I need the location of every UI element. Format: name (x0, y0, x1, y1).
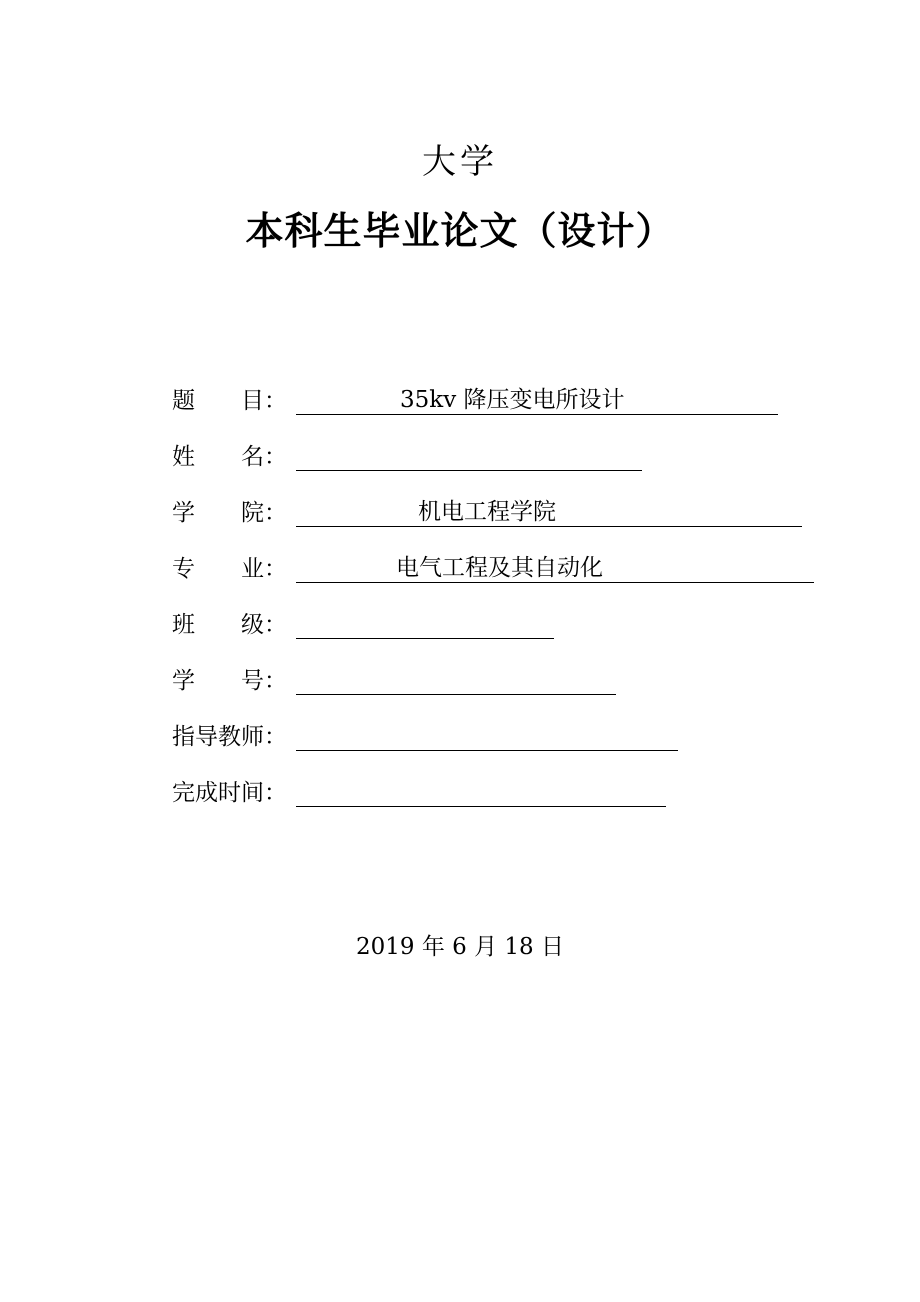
submission-date: 2019 年 6 月 18 日 (356, 934, 564, 960)
field-label-class: 班 级： (172, 612, 287, 638)
field-label-advisor: 指导教师： (172, 724, 287, 750)
field-label-student-id: 学 号： (172, 668, 287, 694)
field-label-topic: 题 目： (172, 388, 287, 414)
university-name: 大学 (422, 142, 498, 182)
thesis-title: 本科生毕业论文（设计） (245, 209, 675, 253)
field-label-college: 学 院： (172, 500, 287, 526)
field-line-name (296, 442, 642, 471)
field-line-completion-date (296, 778, 666, 807)
field-line-student-id (296, 666, 616, 695)
field-value-topic: 35kv 降压变电所设计 (400, 387, 625, 413)
field-value-college: 机电工程学院 (418, 499, 556, 525)
field-line-class (296, 610, 554, 639)
field-line-advisor (296, 722, 678, 751)
field-label-name: 姓 名： (172, 444, 287, 470)
field-label-completion-date: 完成时间： (172, 780, 287, 806)
field-value-major: 电气工程及其自动化 (396, 555, 603, 581)
field-label-major: 专 业： (172, 556, 287, 582)
